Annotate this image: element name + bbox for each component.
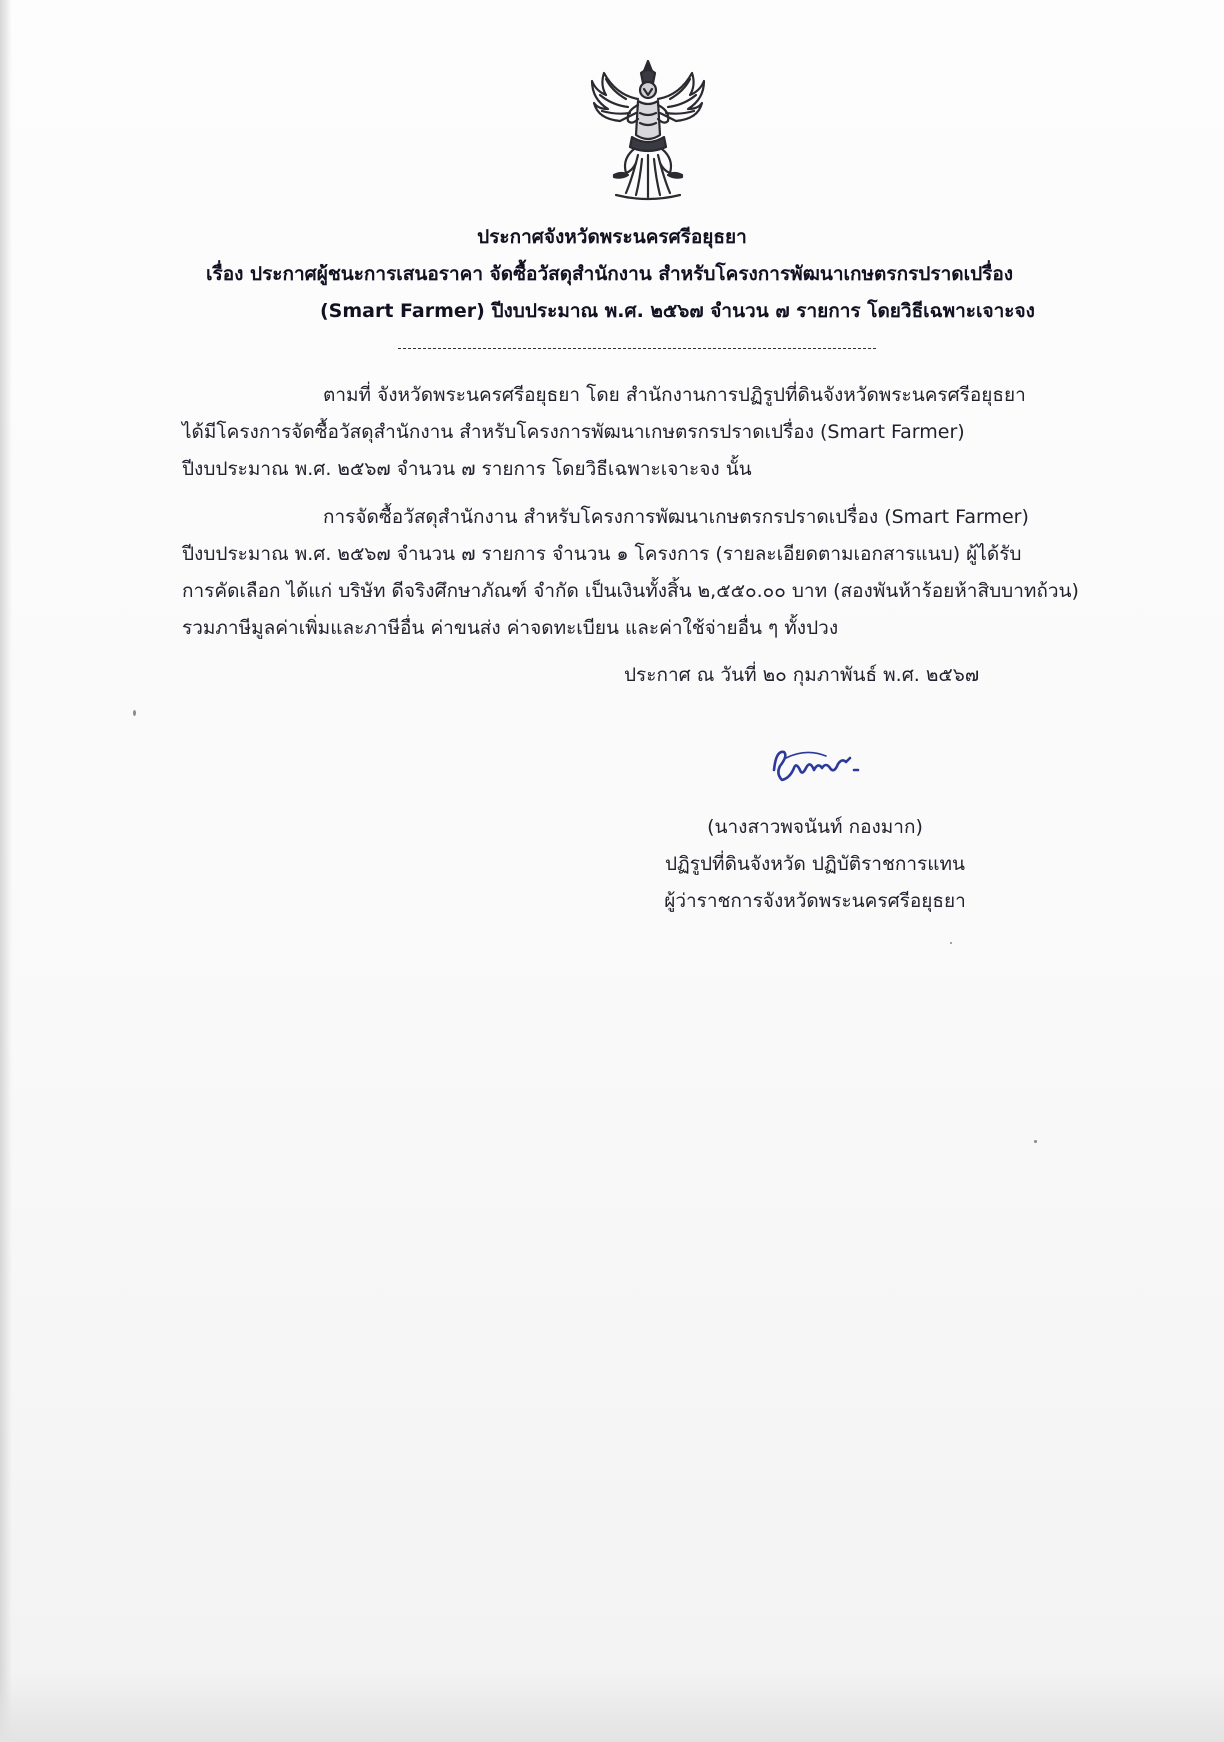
paragraph-2-line-1: การจัดซื้อวัสดุสำนักงาน สำหรับโครงการพัฒนาเกษตรกรปราดเปรื่อง (Smart Farmer) [323,506,1029,528]
paragraph-2-line-4: รวมภาษีมูลค่าเพิ่มและภาษีอื่น ค่าขนส่ง ค่าจดทะเบียน และค่าใช้จ่ายอื่น ๆ ทั้งปวง [182,617,839,639]
handwritten-signature [766,740,876,788]
scan-speck [133,710,136,716]
paragraph-1-line-1: ตามที่ จังหวัดพระนครศรีอยุธยา โดย สำนักงานการปฏิรูปที่ดินจังหวัดพระนครศรีอยุธยา [323,384,1026,406]
announcement-date: ประกาศ ณ วันที่ ๒๐ กุมภาพันธ์ พ.ศ. ๒๕๖๗ [624,664,980,686]
scan-speck [950,942,952,944]
document-subject: เรื่อง ประกาศผู้ชนะการเสนอราคา จัดซื้อวัสดุสำนักงาน สำหรับโครงการพัฒนาเกษตรกรปราดเปรื่อง [206,263,1014,285]
garuda-emblem-icon [586,55,710,205]
signer-name: (นางสาวพจนันท์ กองมาก) [707,816,923,838]
paragraph-2-line-2: ปีงบประมาณ พ.ศ. ๒๕๖๗ จำนวน ๗ รายการ จำนวน ๑ โครงการ (รายละเอียดตามเอกสารแนบ) ผู้ได้รับ [182,543,1022,565]
document-subject-continued: (Smart Farmer) ปีงบประมาณ พ.ศ. ๒๕๖๗ จำนวน ๗ รายการ โดยวิธีเฉพาะเจาะจง [320,300,1035,322]
paragraph-2-line-3: การคัดเลือก ได้แก่ บริษัท ดีจริงศึกษาภัณฑ์ จำกัด เป็นเงินทั้งสิ้น ๒,๕๕๐.๐๐ บาท (สองพันห้าร้อยห้าสิบบาทถ้วน) [182,580,1079,602]
signer-position-1: ปฏิรูปที่ดินจังหวัด ปฏิบัติราชการแทน [664,853,966,875]
signer-position-2: ผู้ว่าราชการจังหวัดพระนครศรีอยุธยา [664,890,966,912]
document-title: ประกาศจังหวัดพระนครศรีอยุธยา [477,226,747,248]
paragraph-1-line-3: ปีงบประมาณ พ.ศ. ๒๕๖๗ จำนวน ๗ รายการ โดยวิธีเฉพาะเจาะจง นั้น [182,458,752,480]
dashed-divider [398,348,876,349]
paragraph-1-line-2: ได้มีโครงการจัดซื้อวัสดุสำนักงาน สำหรับโครงการพัฒนาเกษตรกรปราดเปรื่อง (Smart Farmer) [182,421,965,443]
scan-speck [1034,1140,1037,1143]
